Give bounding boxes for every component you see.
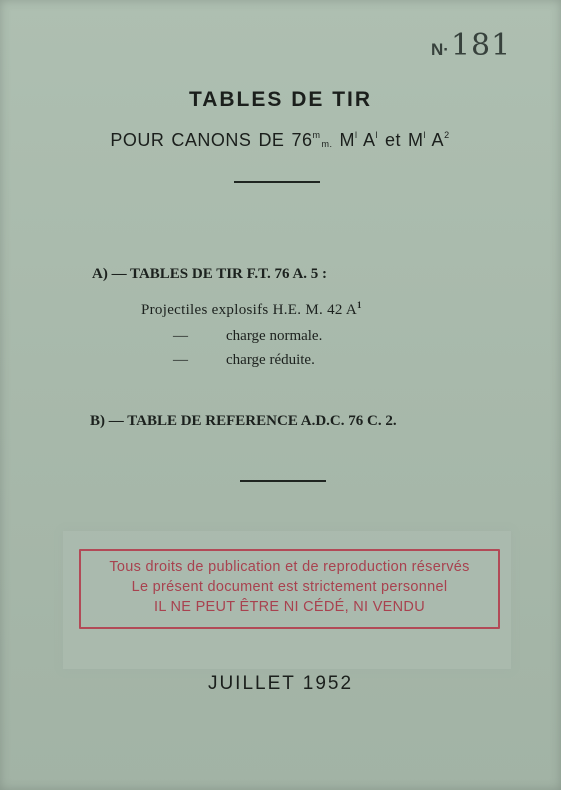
subtitle-model-sup: 2 <box>444 130 450 140</box>
list-item-text: charge réduite. <box>226 352 315 368</box>
subtitle-model: M <box>408 130 424 150</box>
serial-number <box>431 28 511 63</box>
subtitle-conjunction: et <box>385 130 402 150</box>
section-a-heading: A) — TABLES DE TIR F.T. 76 A. 5 : <box>92 266 328 282</box>
list-item-dash: — <box>173 352 188 368</box>
section-b-heading: B) — TABLE DE REFERENCE A.D.C. 76 C. 2. <box>90 413 397 429</box>
subtitle-word: DE <box>258 130 285 150</box>
page-title: TABLES DE TIR <box>188 88 373 111</box>
list-item <box>173 328 322 345</box>
publication-date: JUILLET 1952 <box>207 673 354 694</box>
projectiles-sup: 1 <box>357 300 362 310</box>
divider <box>240 480 326 482</box>
subtitle-unit-sub: m. <box>321 139 333 149</box>
projectiles-line <box>141 300 362 319</box>
stamp-line: IL NE PEUT ÊTRE NI CÉDÉ, NI VENDU <box>154 599 425 615</box>
list-item-dash: — <box>173 328 188 344</box>
page-subtitle <box>0 130 561 151</box>
serial-prefix: N· <box>431 40 449 59</box>
subtitle-model: M <box>339 130 355 150</box>
subtitle-model-sup: l <box>423 130 427 140</box>
stamp-line: Tous droits de publication et de reproduction réservés <box>109 559 470 575</box>
subtitle-model-sup: l <box>354 130 358 140</box>
subtitle-word: POUR <box>110 130 165 150</box>
subtitle-model: A <box>363 130 376 150</box>
list-item-text: charge normale. <box>226 328 323 344</box>
list-item <box>173 352 315 369</box>
stamp-line: Le présent document est strictement personnel <box>131 579 448 595</box>
rights-stamp <box>79 549 500 629</box>
subtitle-unit-top: m <box>312 130 321 140</box>
subtitle-caliber: 76 <box>291 130 313 150</box>
divider <box>234 181 320 183</box>
projectiles-text: Projectiles explosifs H.E. M. 42 A <box>141 302 358 318</box>
serial-number-value: 181 <box>450 28 512 63</box>
subtitle-word: CANONS <box>171 130 252 150</box>
subtitle-model: A <box>431 130 445 150</box>
subtitle-model-sup: l <box>375 130 379 140</box>
